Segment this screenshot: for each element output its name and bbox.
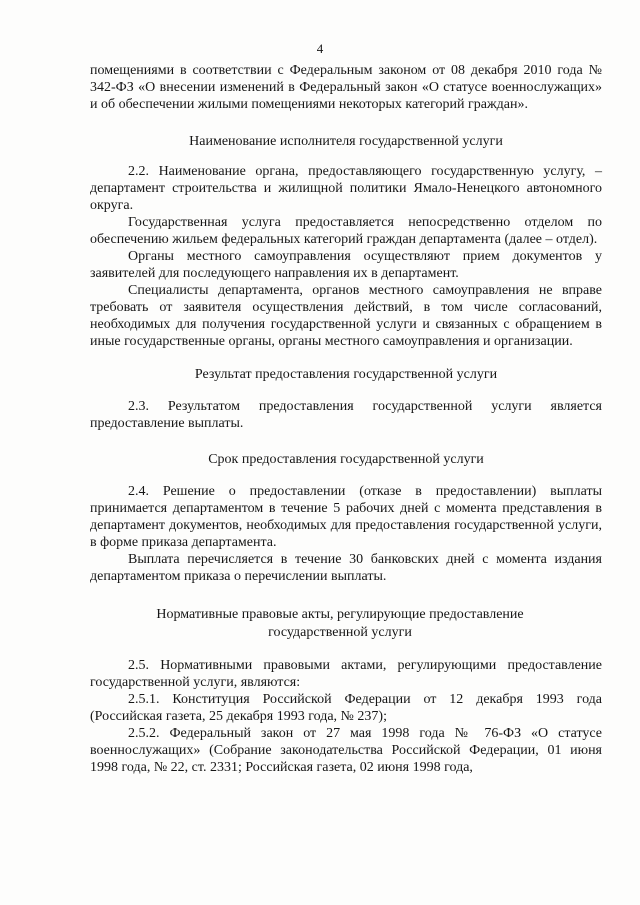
paragraph-2-4: 2.4. Решение о предоставлении (отказе в предоставлении) выплаты принимается департаментом в течение 5 рабочих дней с момента представления в департамент документов, необходимых для предоставления государственной услуги, в форме приказа департамента.	[90, 484, 602, 550]
paragraph-specialists: Специалисты департамента, органов местного самоуправления не вправе требовать от заявителя осуществления действий, в том числе согласований, необходимых для получения государственной услуги и связанных с обращением в иные государственные органы, органы местного самоуправления и организации.	[90, 283, 602, 349]
paragraph-payment-transfer: Выплата перечисляется в течение 30 банковских дней с момента издания департаментом приказа о перечислении выплаты.	[90, 552, 602, 584]
document-body	[90, 62, 602, 776]
section-heading-executor: Наименование исполнителя государственной услуги	[189, 134, 503, 149]
intro-paragraph: помещениями в соответствии с Федеральным законом от 08 декабря 2010 года № 342-ФЗ «О внесении изменений в Федеральный закон «О статусе военнослужащих» и об обеспечении жилыми помещениями некоторых категорий граждан».	[90, 63, 602, 112]
section-heading-normative-acts: Нормативные правовые акты, регулирующие предоставление государственной услуги	[156, 607, 524, 640]
paragraph-local-authorities: Органы местного самоуправления осуществляют прием документов у заявителей для последующего направления их в департамент.	[90, 249, 602, 281]
paragraph-direct-department: Государственная услуга предоставляется непосредственно отделом по обеспечению жильем федеральных категорий граждан департамента (далее – отдел).	[90, 215, 602, 247]
paragraph-2-5: 2.5. Нормативными правовыми актами, регулирующими предоставление государственной услуги, являются:	[90, 658, 602, 690]
section-heading-result: Результат предоставления государственной услуги	[194, 367, 498, 382]
paragraph-2-5-2: 2.5.2. Федеральный закон от 27 мая 1998 года № 76-ФЗ «О статусе военнослужащих» (Собрание законодательства Российской Федерации, 01 июня 1998 года, № 22, ст. 2331; Российская газета, 02 июня 1998 года,	[90, 726, 602, 775]
paragraph-2-3: 2.3. Результатом предоставления государственной услуги является предоставление выплаты.	[90, 399, 602, 431]
section-heading-term: Срок предоставления государственной услуги	[208, 452, 484, 467]
page-number: 4	[316, 41, 324, 56]
paragraph-2-2: 2.2. Наименование органа, предоставляющего государственную услугу, – департамент строительства и жилищной политики Ямало-Ненецкого автономного округа.	[90, 164, 602, 213]
paragraph-2-5-1: 2.5.1. Конституция Российской Федерации от 12 декабря 1993 года (Российская газета, 25 декабря 1993 года, № 237);	[90, 692, 602, 724]
